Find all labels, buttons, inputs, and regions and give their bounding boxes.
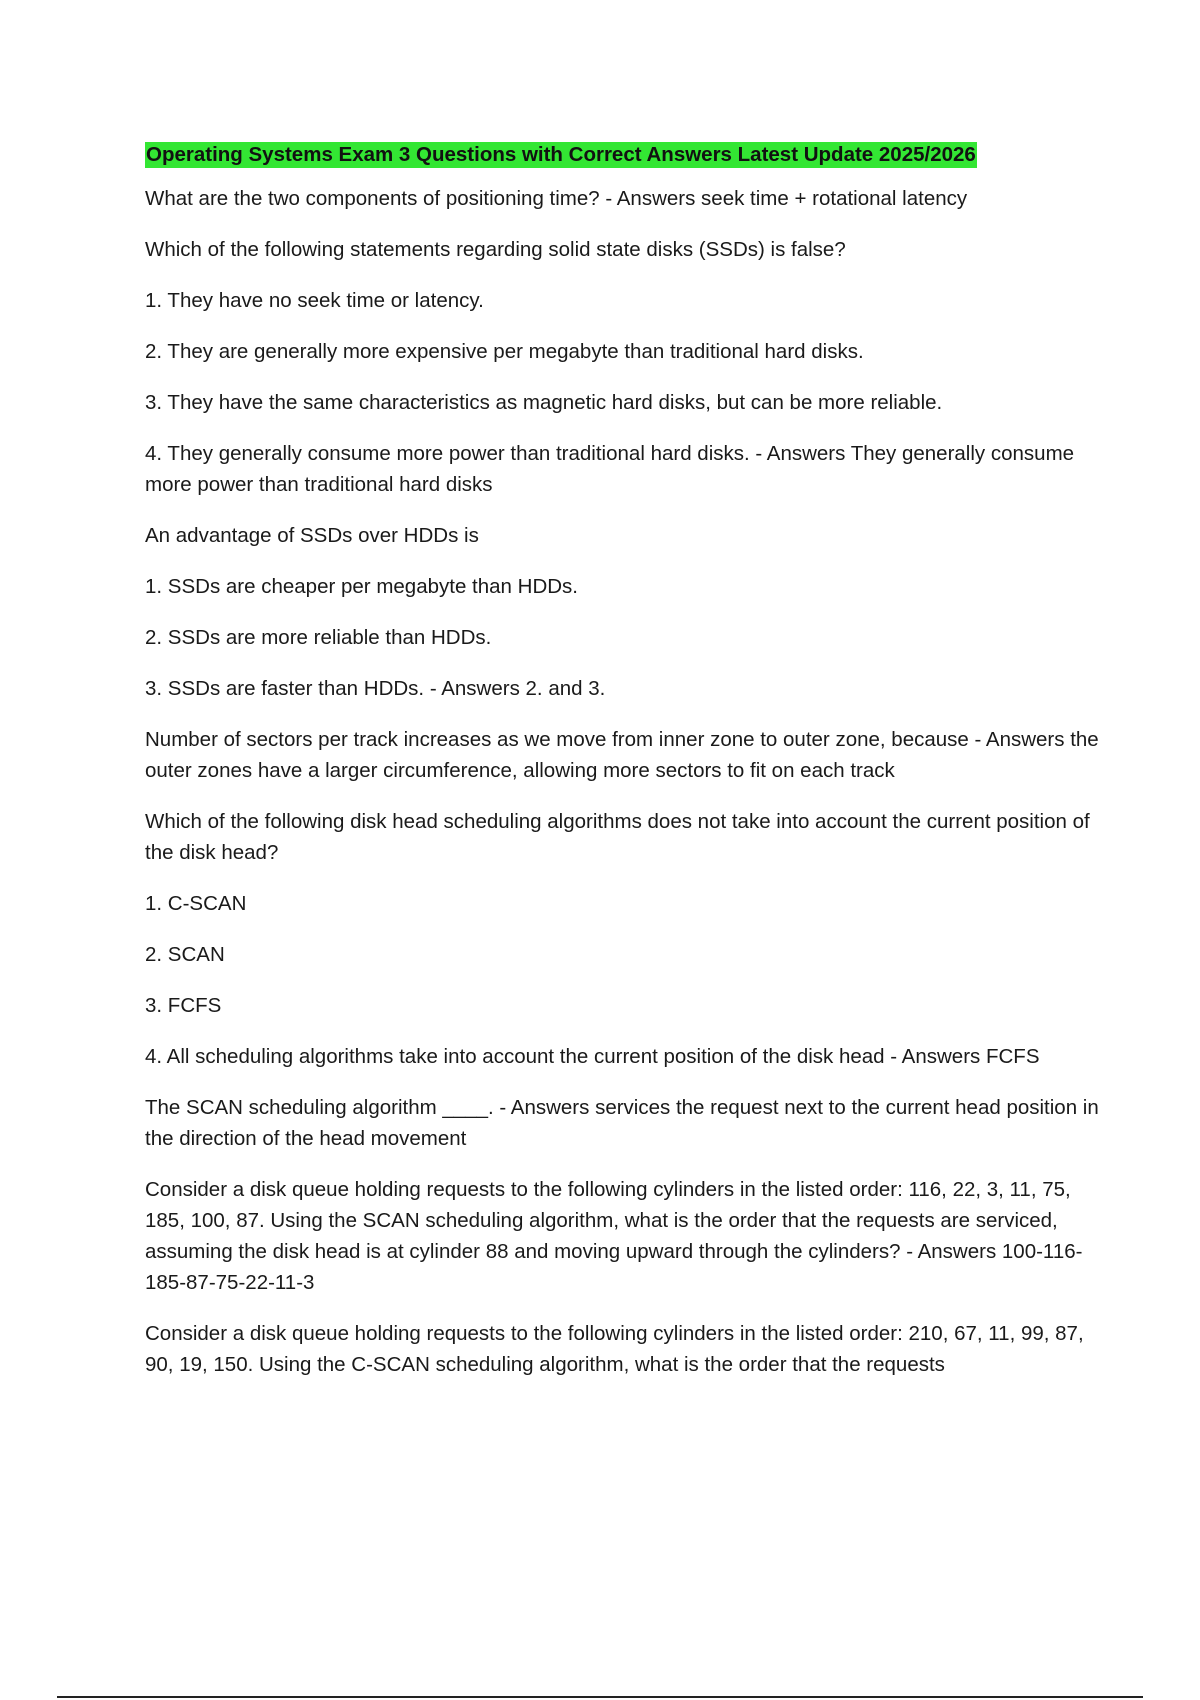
option-item: 1. SSDs are cheaper per megabyte than HDDs. <box>145 575 578 598</box>
question-text: Which of the following statements regarding solid state disks (SSDs) is false? <box>145 238 846 261</box>
paragraph: Number of sectors per track increases as we move from inner zone to outer zone, because - Answers the outer zones have a larger circumference, allowing more sectors to fit on each track <box>145 728 1105 782</box>
option-item: 1. They have no seek time or latency. <box>145 289 484 312</box>
page-bottom-rule <box>57 1696 1143 1698</box>
option-item: 2. SSDs are more reliable than HDDs. <box>145 626 492 649</box>
option-item: 1. C-SCAN <box>145 892 247 915</box>
paragraph: The SCAN scheduling algorithm ____. - Answers services the request next to the current head position in the direction of the head movement <box>145 1096 1105 1150</box>
document-page <box>145 142 1105 1400</box>
paragraph: Consider a disk queue holding requests to the following cylinders in the listed order: 210, 67, 11, 99, 87, 90, 19, 150. Using the C-SCAN scheduling algorithm, what is the order that the requests <box>145 1322 1090 1376</box>
question-text: An advantage of SSDs over HDDs is <box>145 524 479 547</box>
option-item: 3. They have the same characteristics as magnetic hard disks, but can be more reliable. <box>145 391 943 414</box>
question-text: Which of the following disk head scheduling algorithms does not take into account the current position of the disk head? <box>145 810 1096 864</box>
paragraph: What are the two components of positioning time? - Answers seek time + rotational latency <box>145 187 968 210</box>
option-item: 4. All scheduling algorithms take into account the current position of the disk head - Answers FCFS <box>145 1045 1040 1068</box>
option-item: 4. They generally consume more power than traditional hard disks. - Answers They generally consume more power than traditional hard disks <box>145 442 1080 496</box>
option-item: 3. FCFS <box>145 994 222 1017</box>
option-item: 2. They are generally more expensive per megabyte than traditional hard disks. <box>145 340 864 363</box>
paragraph: Consider a disk queue holding requests to the following cylinders in the listed order: 116, 22, 3, 11, 75, 185, 100, 87. Using the SCAN scheduling algorithm, what is the order that the requests are serviced, assuming the disk head is at cylinder 88 and moving upward through the cylinders? - Answers 100-116-185-87-75-22-11-3 <box>145 1178 1083 1294</box>
option-item: 2. SCAN <box>145 943 225 966</box>
document-title: Operating Systems Exam 3 Questions with Correct Answers Latest Update 2025/2026 <box>146 143 976 166</box>
title-row <box>145 142 1105 183</box>
option-item: 3. SSDs are faster than HDDs. - Answers 2. and 3. <box>145 677 606 700</box>
